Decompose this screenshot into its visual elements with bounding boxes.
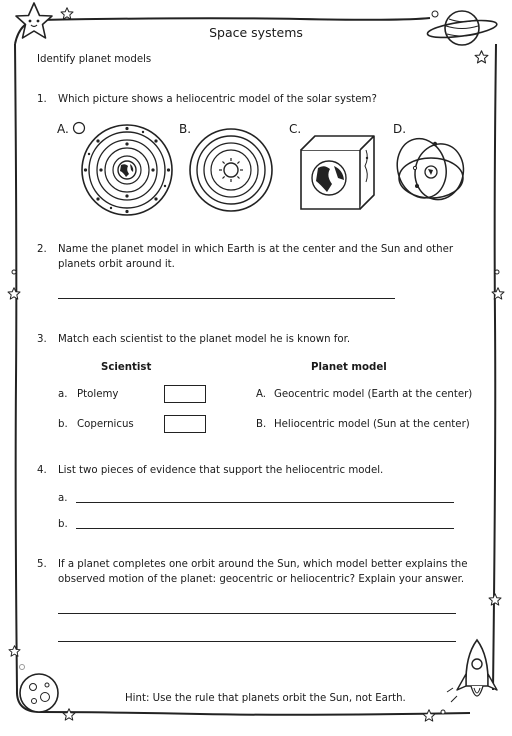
star-icon xyxy=(489,594,501,605)
planet-model-column-header: Planet model xyxy=(311,362,387,373)
option-d-label[interactable]: D. xyxy=(393,122,407,136)
star-icon xyxy=(61,8,73,19)
q4-answer-line-a[interactable] xyxy=(76,502,454,503)
q4-label-a: a. xyxy=(58,493,68,504)
model-b-letter: B. xyxy=(256,419,267,430)
section-heading: Identify planet models xyxy=(37,54,152,65)
q4-text: List two pieces of evidence that support the heliocentric model. xyxy=(58,465,384,476)
option-c-label[interactable]: C. xyxy=(289,122,302,136)
model-a-letter: A. xyxy=(256,389,267,400)
q5-text-line2: observed motion of the planet: geocentric or heliocentric? Explain your answer. xyxy=(58,574,465,585)
option-a-label[interactable]: A. xyxy=(57,122,69,136)
figure-c-cube xyxy=(301,136,374,209)
q3-text: Match each scientist to the planet model he is known for. xyxy=(58,334,351,345)
rocket-icon xyxy=(447,640,497,702)
q5-answer-line-1[interactable] xyxy=(58,613,456,614)
star-icon xyxy=(475,51,488,63)
scientist-column-header: Scientist xyxy=(101,362,152,373)
model-a-name: Geocentric model (Earth at the center) xyxy=(274,389,473,400)
hint-text: Hint: Use the rule that planets orbit the Sun, not Earth. xyxy=(125,693,406,704)
star-icon xyxy=(8,288,20,299)
option-b-label[interactable]: B. xyxy=(179,122,192,136)
star-icon xyxy=(63,709,75,720)
q1-text: Which picture shows a heliocentric model of the solar system? xyxy=(58,94,377,105)
q4-answer-line-b[interactable] xyxy=(76,528,454,529)
q1-number: 1. xyxy=(37,94,47,105)
scientist-a-name: Ptolemy xyxy=(77,389,119,400)
q4-label-b: b. xyxy=(58,519,68,530)
scientist-b-letter: b. xyxy=(58,419,68,430)
moon-icon xyxy=(20,674,58,712)
figure-b-heliocentric xyxy=(190,129,272,211)
figure-a-geocentric xyxy=(82,125,172,215)
figure-d-orbits xyxy=(391,133,469,204)
page-title: Space systems xyxy=(209,25,303,40)
q2-text-line1: Name the planet model in which Earth is at the center and the Sun and other xyxy=(58,244,454,255)
q2-text-line2: planets orbit around it. xyxy=(58,259,175,270)
match-box-copernicus[interactable] xyxy=(164,415,206,433)
model-b-name: Heliocentric model (Sun at the center) xyxy=(274,419,470,430)
q3-number: 3. xyxy=(37,334,47,345)
figure-a-small-circle xyxy=(74,123,85,134)
q2-answer-line[interactable] xyxy=(58,298,395,299)
q5-text-line1: If a planet completes one orbit around the Sun, which model better explains the xyxy=(58,559,468,570)
q5-number: 5. xyxy=(37,559,47,570)
star-icon xyxy=(423,710,435,721)
q5-answer-line-2[interactable] xyxy=(58,641,456,642)
match-box-ptolemy[interactable] xyxy=(164,385,206,403)
scientist-b-name: Copernicus xyxy=(77,419,134,430)
scientist-a-letter: a. xyxy=(58,389,68,400)
q4-number: 4. xyxy=(37,465,47,476)
star-icon xyxy=(492,288,504,299)
q2-number: 2. xyxy=(37,244,47,255)
star-icon xyxy=(9,646,20,657)
